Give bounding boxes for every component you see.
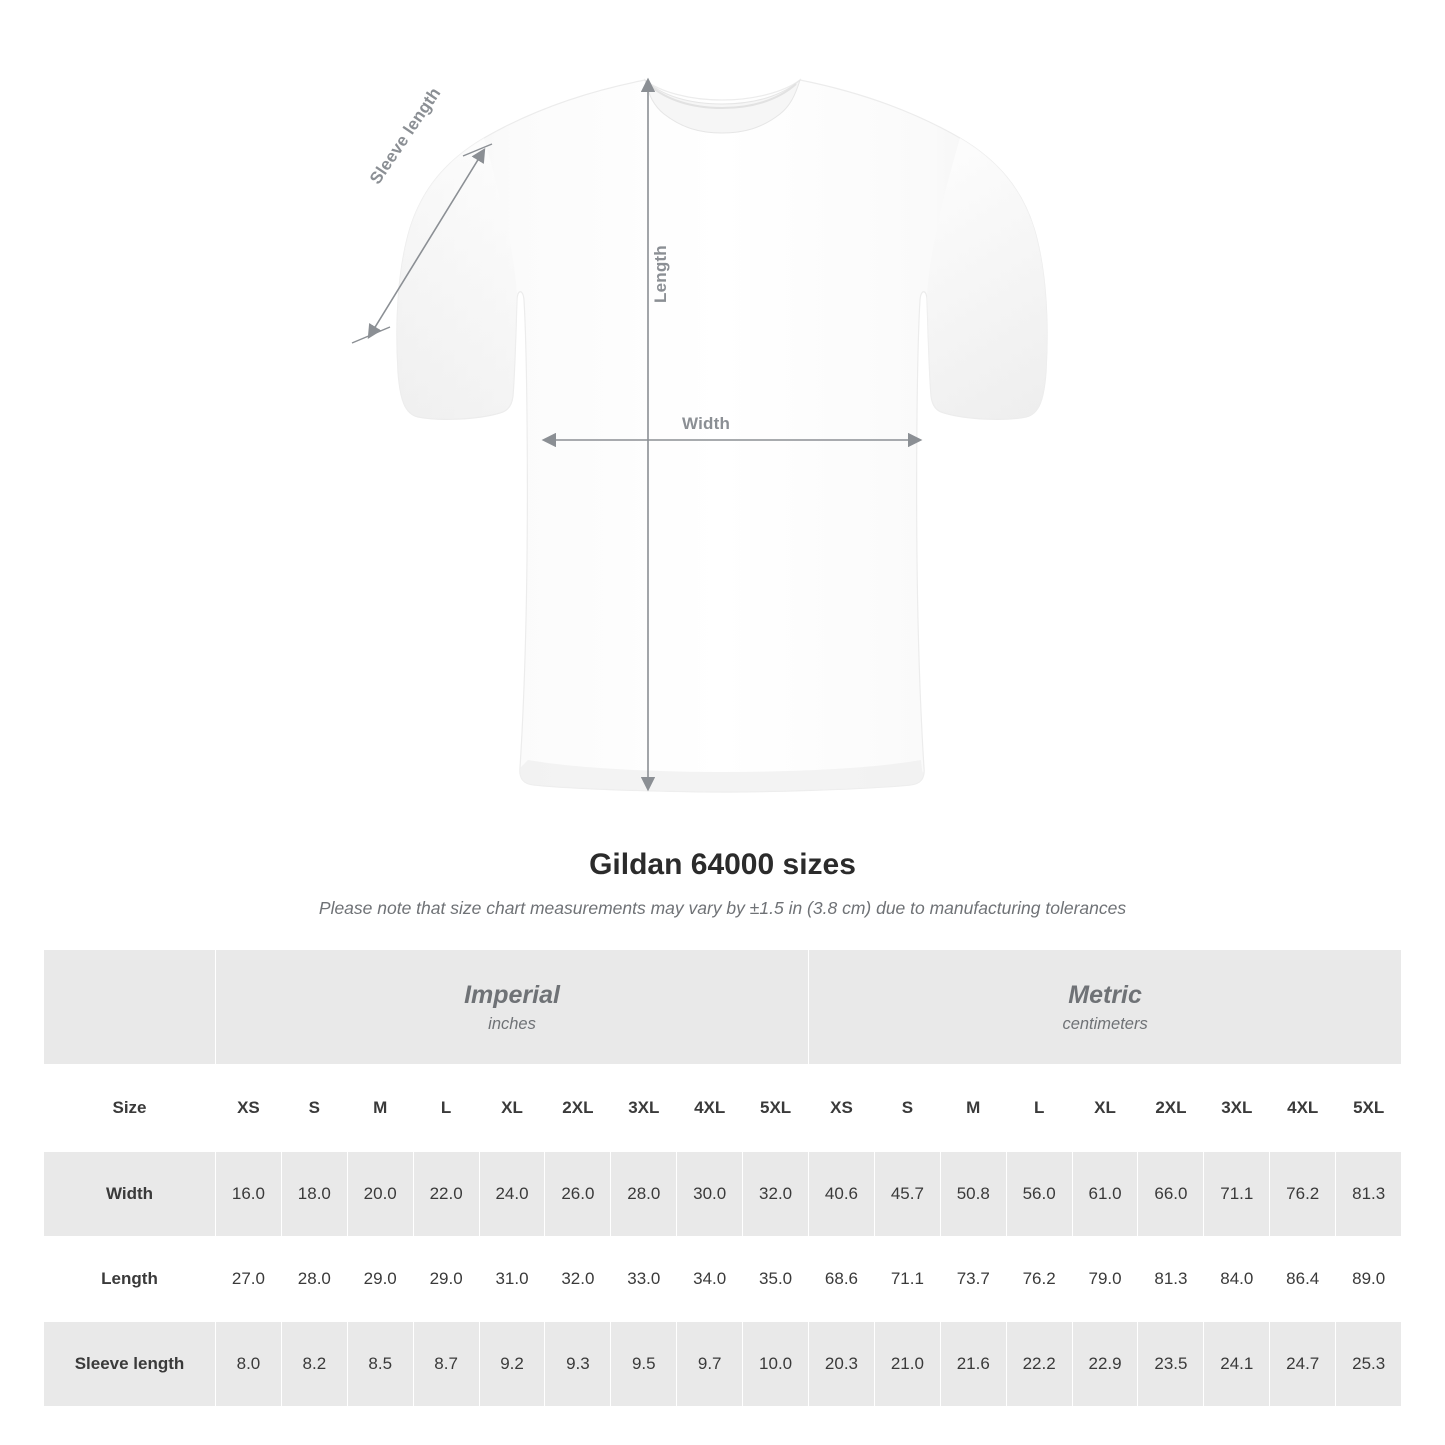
measurement-cell: 81.3 (1336, 1152, 1402, 1237)
measurement-cell: 35.0 (743, 1237, 809, 1322)
measurement-cell: 45.7 (874, 1152, 940, 1237)
size-header-cell: 5XL (1336, 1065, 1402, 1152)
measurement-cell: 26.0 (545, 1152, 611, 1237)
measurement-cell: 9.2 (479, 1322, 545, 1407)
measurement-cell: 71.1 (874, 1237, 940, 1322)
page-title: Gildan 64000 sizes (589, 848, 856, 881)
unit-sub-metric: centimeters (1062, 1015, 1148, 1034)
title-block (0, 848, 1445, 919)
measurement-cell: 79.0 (1072, 1237, 1138, 1322)
measurement-cell: 66.0 (1138, 1152, 1204, 1237)
measurement-cell: 16.0 (216, 1152, 282, 1237)
size-chart-table (43, 949, 1402, 1407)
measurement-cell: 24.7 (1270, 1322, 1336, 1407)
measurement-cell: 24.1 (1204, 1322, 1270, 1407)
measurement-cell: 28.0 (281, 1237, 347, 1322)
size-header-cell: S (281, 1065, 347, 1152)
measurement-cell: 24.0 (479, 1152, 545, 1237)
measurement-cell: 9.5 (611, 1322, 677, 1407)
measurement-cell: 8.5 (347, 1322, 413, 1407)
row-label-sleeve-length: Sleeve length (44, 1322, 216, 1407)
measurement-cell: 21.6 (940, 1322, 1006, 1407)
measurement-cell: 22.2 (1006, 1322, 1072, 1407)
measurement-cell: 89.0 (1336, 1237, 1402, 1322)
measurement-cell: 10.0 (743, 1322, 809, 1407)
tolerance-note: Please note that size chart measurements may vary by ±1.5 in (3.8 cm) due to manufacturing tolerances (318, 898, 1127, 918)
size-header-cell: L (413, 1065, 479, 1152)
measurement-cell: 32.0 (743, 1152, 809, 1237)
size-header-row (44, 1065, 1402, 1152)
unit-header-imperial (216, 950, 809, 1065)
size-header-cell: 3XL (1204, 1065, 1270, 1152)
column-header-size: Size (44, 1065, 216, 1152)
measurement-cell: 31.0 (479, 1237, 545, 1322)
width-label: Width (682, 414, 731, 433)
measurement-cell: 68.6 (809, 1237, 875, 1322)
measurement-cell: 61.0 (1072, 1152, 1138, 1237)
measurement-cell: 9.7 (677, 1322, 743, 1407)
size-header-cell: XS (216, 1065, 282, 1152)
measurement-cell: 50.8 (940, 1152, 1006, 1237)
unit-header-spacer (44, 950, 216, 1065)
measurement-cell: 73.7 (940, 1237, 1006, 1322)
size-header-cell: 3XL (611, 1065, 677, 1152)
measurement-cell: 8.2 (281, 1322, 347, 1407)
size-header-cell: XL (479, 1065, 545, 1152)
measurement-cell: 22.9 (1072, 1322, 1138, 1407)
shirt-body (397, 80, 1047, 792)
measurement-cell: 18.0 (281, 1152, 347, 1237)
measurement-cell: 9.3 (545, 1322, 611, 1407)
size-header-cell: 5XL (743, 1065, 809, 1152)
measurement-cell: 20.0 (347, 1152, 413, 1237)
size-header-cell: 4XL (677, 1065, 743, 1152)
measurement-cell: 27.0 (216, 1237, 282, 1322)
measurement-cell: 84.0 (1204, 1237, 1270, 1322)
sleeve-length-label: Sleeve length (366, 83, 445, 188)
unit-header-row (44, 950, 1402, 1065)
measurement-cell: 33.0 (611, 1237, 677, 1322)
unit-name-metric: Metric (1068, 980, 1142, 1009)
row-label-length: Length (44, 1237, 216, 1322)
size-table-wrap (43, 949, 1402, 1407)
size-header-cell: XL (1072, 1065, 1138, 1152)
table-row (44, 1237, 1402, 1322)
size-header-cell: 4XL (1270, 1065, 1336, 1152)
row-label-width: Width (44, 1152, 216, 1237)
measurement-cell: 32.0 (545, 1237, 611, 1322)
size-header-cell: 2XL (1138, 1065, 1204, 1152)
size-header-cell: S (874, 1065, 940, 1152)
measurement-cell: 25.3 (1336, 1322, 1402, 1407)
measurement-cell: 8.0 (216, 1322, 282, 1407)
unit-name-imperial: Imperial (464, 980, 560, 1009)
size-header-cell: 2XL (545, 1065, 611, 1152)
measurement-cell: 76.2 (1006, 1237, 1072, 1322)
length-label: Length (651, 245, 670, 303)
measurement-cell: 86.4 (1270, 1237, 1336, 1322)
measurement-cell: 81.3 (1138, 1237, 1204, 1322)
measurement-cell: 8.7 (413, 1322, 479, 1407)
unit-header-metric (809, 950, 1402, 1065)
size-header-cell: M (347, 1065, 413, 1152)
measurement-cell: 22.0 (413, 1152, 479, 1237)
table-row (44, 1322, 1402, 1407)
size-header-cell: M (940, 1065, 1006, 1152)
measurement-cell: 20.3 (809, 1322, 875, 1407)
unit-sub-imperial: inches (488, 1015, 536, 1034)
size-header-cell: XS (809, 1065, 875, 1152)
measurement-cell: 56.0 (1006, 1152, 1072, 1237)
measurement-cell: 40.6 (809, 1152, 875, 1237)
size-header-cell: L (1006, 1065, 1072, 1152)
measurement-cell: 21.0 (874, 1322, 940, 1407)
measurement-cell: 71.1 (1204, 1152, 1270, 1237)
measurement-cell: 29.0 (413, 1237, 479, 1322)
measurement-cell: 29.0 (347, 1237, 413, 1322)
table-row (44, 1152, 1402, 1237)
measurement-cell: 76.2 (1270, 1152, 1336, 1237)
measurement-cell: 34.0 (677, 1237, 743, 1322)
measurement-cell: 23.5 (1138, 1322, 1204, 1407)
measurement-cell: 28.0 (611, 1152, 677, 1237)
measurement-cell: 30.0 (677, 1152, 743, 1237)
